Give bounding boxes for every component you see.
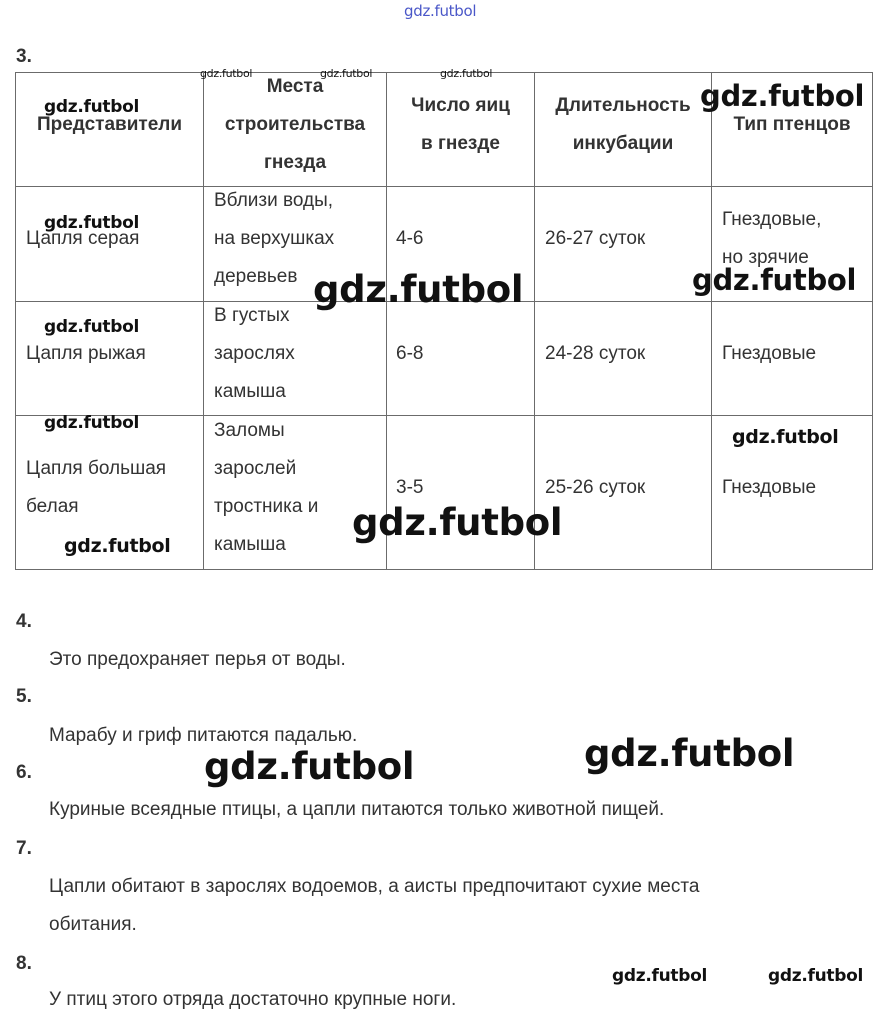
table-cell-chick-type: Гнездовые bbox=[722, 343, 817, 364]
table-cell-name bbox=[26, 450, 166, 526]
watermark-text: gdz.futbol bbox=[352, 501, 563, 544]
cell-line: Заломы bbox=[214, 420, 285, 441]
table-cell-chick-type: Гнездовые bbox=[722, 477, 817, 498]
watermark-text: gdz.futbol bbox=[700, 79, 865, 113]
table-cell-name: Цапля серая bbox=[26, 228, 140, 249]
question-number-6: 6. bbox=[16, 762, 32, 783]
watermark-text: gdz.futbol bbox=[44, 97, 139, 117]
table-cell-name: Цапля рыжая bbox=[26, 343, 146, 364]
table-row-divider bbox=[15, 186, 873, 187]
question-number-7: 7. bbox=[16, 838, 32, 859]
watermark-text: gdz.futbol bbox=[44, 317, 139, 337]
header-line: Представители bbox=[36, 114, 183, 135]
table-cell-eggs: 6-8 bbox=[396, 343, 424, 364]
answer-text-5: Марабу и гриф питаются падалью. bbox=[49, 725, 358, 746]
table-cell-incubation: 26-27 суток bbox=[545, 228, 646, 249]
table-header-nest-place bbox=[204, 68, 386, 182]
cell-line: В густых bbox=[214, 305, 290, 326]
table-cell-incubation: 24-28 суток bbox=[545, 343, 646, 364]
watermark-text: gdz.futbol bbox=[584, 732, 795, 775]
cell-line: но зрячие bbox=[722, 247, 809, 268]
cell-line: на верхушках bbox=[214, 228, 335, 249]
table-border-bottom bbox=[15, 569, 873, 570]
header-line: инкубации bbox=[572, 133, 674, 154]
answer-text-4: Это предохраняет перья от воды. bbox=[49, 649, 346, 670]
table-column-divider bbox=[711, 72, 712, 570]
header-line: гнезда bbox=[263, 152, 327, 173]
watermark-text: gdz.futbol bbox=[44, 213, 139, 233]
table-cell-incubation: 25-26 суток bbox=[545, 477, 646, 498]
cell-line: Вблизи воды, bbox=[214, 190, 334, 211]
question-number-3: 3. bbox=[16, 46, 32, 67]
cell-line: камыша bbox=[214, 381, 286, 402]
question-number-8: 8. bbox=[16, 953, 32, 974]
cell-line: камыша bbox=[214, 534, 286, 555]
cell-line: белая bbox=[26, 496, 79, 517]
watermark-text: gdz.futbol bbox=[44, 413, 139, 433]
watermark-text: gdz.futbol bbox=[768, 966, 863, 986]
watermark-text: gdz.futbol bbox=[692, 263, 857, 297]
table-cell-place bbox=[214, 412, 318, 564]
header-line: Места bbox=[266, 76, 324, 97]
header-line: Длительность bbox=[555, 95, 691, 116]
table-cell-eggs: 4-6 bbox=[396, 228, 424, 249]
watermark-text: gdz.futbol bbox=[732, 426, 839, 448]
answer-text-8: У птиц этого отряда достаточно крупные ноги. bbox=[49, 989, 457, 1010]
table-header-incubation bbox=[535, 87, 711, 163]
cell-line: Гнездовые, bbox=[722, 209, 822, 230]
answer-text-6: Куриные всеядные птицы, а цапли питаются только животной пищей. bbox=[49, 799, 665, 820]
table-cell-eggs: 3-5 bbox=[396, 477, 424, 498]
cell-line: тростника и bbox=[214, 496, 319, 517]
question-number-5: 5. bbox=[16, 686, 32, 707]
cell-line: Цапля большая bbox=[26, 458, 167, 479]
watermark-text: gdz.futbol bbox=[612, 966, 707, 986]
header-line: Число яиц bbox=[411, 95, 510, 116]
watermark-text: gdz.futbol bbox=[404, 2, 477, 20]
answer-text-7 bbox=[49, 868, 849, 944]
table-header-egg-count bbox=[387, 87, 534, 163]
question-number-4: 4. bbox=[16, 611, 32, 632]
header-line: в гнезде bbox=[421, 133, 500, 154]
watermark-text: gdz.futbol bbox=[440, 67, 493, 80]
watermark-text: gdz.futbol bbox=[313, 268, 524, 311]
table-cell-place bbox=[214, 297, 295, 411]
cell-line: зарослей bbox=[214, 458, 297, 479]
answer-line: обитания. bbox=[49, 914, 137, 935]
watermark-text: gdz.futbol bbox=[204, 745, 415, 788]
cell-line: деревьев bbox=[214, 266, 298, 287]
header-line: Тип птенцов bbox=[733, 114, 851, 135]
table-border-left bbox=[15, 72, 16, 570]
table-border-right bbox=[872, 72, 873, 570]
header-line: строительства bbox=[224, 114, 366, 135]
table-row-divider bbox=[15, 415, 873, 416]
watermark-text: gdz.futbol bbox=[64, 535, 171, 557]
watermark-text: gdz.futbol bbox=[320, 67, 373, 80]
cell-line: зарослях bbox=[214, 343, 295, 364]
answer-line: Цапли обитают в зарослях водоемов, а аисты предпочитают сухие места bbox=[49, 876, 700, 897]
watermark-text: gdz.futbol bbox=[200, 67, 253, 80]
